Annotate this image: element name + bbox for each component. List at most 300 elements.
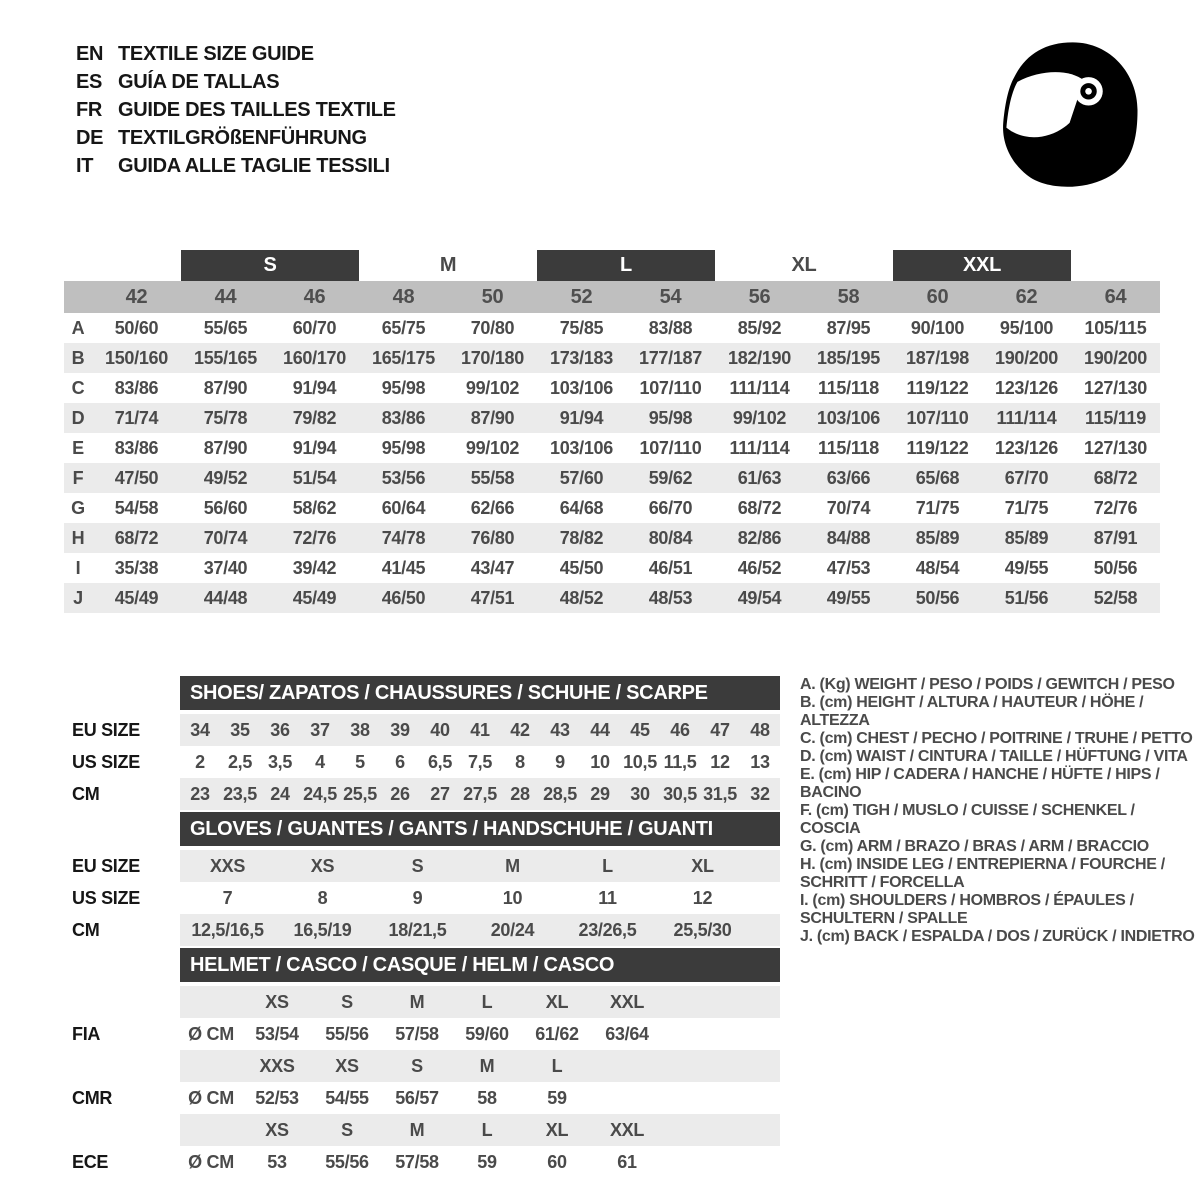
side-label-blank	[72, 986, 180, 1018]
language-label: GUÍA DE TALLAS	[118, 71, 280, 93]
size-value-cell: 48/53	[626, 583, 715, 613]
size-value-cell: 57/60	[537, 463, 626, 493]
size-label-cell: XXL	[609, 991, 645, 1012]
size-value-cell: 4	[315, 751, 325, 772]
size-table-row	[64, 313, 1160, 343]
size-label-cell: XS	[335, 1055, 359, 1076]
row-letter: E	[72, 437, 84, 458]
section-row	[72, 1082, 780, 1114]
legend-line: G. (cm) ARM / BRAZO / BRAS / ARM / BRACCIO	[800, 838, 1149, 855]
section-row	[72, 914, 780, 946]
size-value-cell: M	[505, 855, 520, 876]
size-value-cell: L	[602, 855, 613, 876]
size-value-cell: 36	[270, 719, 290, 740]
size-label-cell: XL	[545, 1119, 569, 1140]
size-value-cell: 182/190	[715, 343, 804, 373]
category-s: S	[181, 250, 359, 281]
legend-line: F. (cm) TIGH / MUSLO / CUISSE / SCHENKEL / COSCIA	[800, 802, 1135, 837]
size-value-cell: 99/102	[715, 403, 804, 433]
size-value-cell: 119/122	[906, 377, 969, 398]
size-value-cell: 107/110	[639, 377, 702, 398]
legend-line: C. (cm) CHEST / PECHO / POITRINE / TRUHE / PETTO	[800, 730, 1193, 747]
size-value-cell: 60	[547, 1151, 567, 1172]
numeric-size: 42	[92, 281, 181, 313]
legend-item	[800, 730, 1196, 748]
size-value-cell: 68/72	[92, 523, 181, 553]
legend-line: A. (Kg) WEIGHT / PESO / POIDS / GEWITCH / PESO	[800, 676, 1175, 693]
side-label-cmr: CMR	[72, 1088, 113, 1108]
size-value-cell: 107/110	[639, 437, 702, 458]
size-value-cell: 71/74	[92, 403, 181, 433]
legend-line: SCHULTERN / SPALLE	[800, 910, 968, 927]
size-value-cell: 11,5	[663, 751, 697, 772]
size-value-cell: 12	[710, 751, 730, 772]
size-value-cell: 68/72	[737, 497, 782, 518]
size-label-cell: XS	[265, 991, 289, 1012]
size-value-cell: 42	[510, 719, 530, 740]
side-label-us-size: US SIZE	[72, 888, 140, 908]
size-value-cell: 24,5	[303, 783, 337, 804]
shoes-section	[72, 676, 780, 810]
size-value-cell: 61/63	[715, 463, 804, 493]
helmet-cmr-values	[180, 1082, 780, 1114]
band-spacer	[64, 281, 92, 313]
size-value-cell: 23/26,5	[578, 919, 637, 940]
size-value-cell: 13	[750, 751, 770, 772]
numeric-size: 64	[1071, 281, 1160, 313]
language-code: FR	[76, 99, 103, 121]
side-label-cm: CM	[72, 920, 100, 940]
size-label-cell: S	[341, 991, 353, 1012]
size-value-cell: 87/90	[203, 377, 248, 398]
size-value-cell: 49/54	[715, 583, 804, 613]
size-value-cell: 115/118	[818, 377, 879, 398]
size-label-cell: XL	[545, 991, 569, 1012]
size-value-cell: 48/52	[537, 583, 626, 613]
legend-item	[800, 856, 1196, 892]
size-value-cell: 10,5	[623, 751, 657, 772]
numeric-size: 44	[181, 281, 270, 313]
legend-item	[800, 928, 1196, 946]
size-value-cell: 8	[317, 887, 328, 908]
size-table-row	[64, 373, 1160, 403]
size-value-cell: 6	[395, 751, 405, 772]
gloves-title-bar: GLOVES / GUANTES / GANTS / HANDSCHUHE / GUANTI	[180, 812, 780, 846]
size-value-cell: 12,5/16,5	[191, 919, 264, 940]
size-value-cell: 43/47	[470, 557, 515, 578]
size-value-cell: 41	[470, 719, 490, 740]
legend-item	[800, 676, 1196, 694]
section-row	[72, 1050, 780, 1082]
size-value-cell: 59/62	[626, 463, 715, 493]
size-value-cell: 5	[355, 751, 365, 772]
size-value-cell: 54/58	[114, 497, 159, 518]
size-value-cell: 57/58	[395, 1151, 439, 1172]
size-value-cell: 111/114	[982, 403, 1071, 433]
size-table-row	[64, 553, 1160, 583]
legend-item	[800, 748, 1196, 766]
size-value-cell: 9	[555, 751, 565, 772]
shoes-us-values	[180, 746, 780, 778]
size-value-cell: 91/94	[537, 403, 626, 433]
size-value-cell: 23	[190, 783, 210, 804]
category-m: M	[359, 250, 537, 281]
size-value-cell: 103/106	[804, 403, 893, 433]
size-table-row	[64, 583, 1160, 613]
size-value-cell: 123/126	[995, 377, 1058, 398]
size-value-cell: 83/86	[359, 403, 448, 433]
size-value-cell: 39	[390, 719, 410, 740]
size-table-row	[64, 433, 1160, 463]
main-size-table	[64, 250, 1160, 613]
size-value-cell: 62/66	[470, 497, 515, 518]
language-label: GUIDA ALLE TAGLIE TESSILI	[118, 155, 390, 177]
size-value-cell: 25,5/30	[673, 919, 732, 940]
size-value-cell: Ø CM	[188, 1023, 234, 1044]
size-value-cell: 27,5	[463, 783, 497, 804]
size-value-cell: 32	[750, 783, 770, 804]
legend-line: SCHRITT / FORCELLA	[800, 874, 965, 891]
size-value-cell: 87/95	[826, 317, 871, 338]
size-value-cell: 61/62	[535, 1023, 579, 1044]
size-value-cell: 44	[590, 719, 610, 740]
numeric-size: 54	[626, 281, 715, 313]
size-value-cell: 46	[670, 719, 690, 740]
size-value-cell: 45/49	[270, 583, 359, 613]
size-value-cell: 87/90	[203, 437, 248, 458]
size-value-cell: 85/92	[737, 317, 782, 338]
shoes-cm-values	[180, 778, 780, 810]
numeric-size-band	[64, 281, 1160, 313]
language-row	[76, 68, 396, 96]
size-value-cell: 28,5	[543, 783, 577, 804]
category-xl: XL	[715, 250, 893, 281]
legend-line: I. (cm) SHOULDERS / HOMBROS / ÉPAULES /	[800, 892, 1134, 909]
size-label-cell: S	[411, 1055, 423, 1076]
size-table-row	[64, 463, 1160, 493]
size-value-cell: 34	[190, 719, 210, 740]
size-value-cell: 41/45	[381, 557, 426, 578]
size-value-cell: 7,5	[467, 751, 493, 772]
size-value-cell: 38	[350, 719, 370, 740]
size-value-cell: 53/54	[255, 1023, 299, 1044]
size-value-cell: 70/80	[470, 317, 515, 338]
size-value-cell: 82/86	[715, 523, 804, 553]
section-row	[72, 986, 780, 1018]
size-value-cell: 90/100	[910, 317, 965, 338]
size-value-cell: 49/52	[181, 463, 270, 493]
numeric-size: 48	[359, 281, 448, 313]
language-code: ES	[76, 71, 103, 93]
size-value-cell: 99/102	[465, 377, 520, 398]
legend-item	[800, 838, 1196, 856]
size-value-cell: 53/56	[359, 463, 448, 493]
size-value-cell: 107/110	[893, 403, 982, 433]
size-value-cell: 72/76	[270, 523, 359, 553]
side-label-blank	[72, 1114, 180, 1146]
size-category-row	[64, 250, 1160, 281]
size-value-cell: 55/58	[448, 463, 537, 493]
shoes-eu-values	[180, 714, 780, 746]
size-value-cell: 83/86	[114, 437, 159, 458]
size-value-cell: 6,5	[427, 751, 453, 772]
size-value-cell: 45	[630, 719, 650, 740]
size-value-cell: XS	[310, 855, 335, 876]
size-value-cell: 56/57	[395, 1087, 439, 1108]
size-value-cell: 26	[390, 783, 410, 804]
size-value-cell: 119/122	[906, 437, 969, 458]
size-value-cell: 160/170	[270, 343, 359, 373]
size-value-cell: 2,5	[227, 751, 253, 772]
helmet-ece-sizes	[180, 1114, 780, 1146]
size-label-cell: XXS	[259, 1055, 295, 1076]
size-value-cell: 45/50	[559, 557, 604, 578]
helmet-fia-sizes	[180, 986, 780, 1018]
language-code: IT	[76, 155, 94, 177]
size-value-cell: 63/66	[804, 463, 893, 493]
size-value-cell: 173/183	[537, 343, 626, 373]
size-value-cell: 58/62	[292, 497, 337, 518]
section-row	[72, 714, 780, 746]
size-value-cell: 83/88	[648, 317, 693, 338]
size-value-cell: 91/94	[292, 377, 337, 398]
size-value-cell: 16,5/19	[293, 919, 352, 940]
size-value-cell: 60/64	[381, 497, 426, 518]
size-value-cell: 11	[598, 887, 617, 908]
size-value-cell: 25,5	[343, 783, 377, 804]
racing-helmet-icon	[982, 36, 1154, 194]
size-value-cell: 46/52	[737, 557, 782, 578]
language-row	[76, 40, 396, 68]
size-value-cell: 85/89	[893, 523, 982, 553]
size-value-cell: 30	[630, 783, 650, 804]
size-value-cell: 59	[547, 1087, 567, 1108]
size-value-cell: XXS	[209, 855, 246, 876]
size-value-cell: 185/195	[804, 343, 893, 373]
size-value-cell: 71/75	[915, 497, 960, 518]
size-value-cell: 150/160	[92, 343, 181, 373]
side-label-cm: CM	[72, 784, 100, 804]
size-value-cell: 71/75	[1004, 497, 1049, 518]
category-l: L	[537, 250, 715, 281]
size-value-cell: 37	[310, 719, 330, 740]
size-table-row	[64, 403, 1160, 433]
size-value-cell: 47/53	[826, 557, 871, 578]
row-letter: I	[75, 557, 81, 578]
category-spacer	[64, 250, 181, 281]
size-value-cell: 78/82	[537, 523, 626, 553]
size-label-cell: M	[409, 991, 425, 1012]
helmet-fia-values	[180, 1018, 780, 1050]
size-table-row	[64, 343, 1160, 373]
size-value-cell: 190/200	[1071, 343, 1160, 373]
size-value-cell: 66/70	[648, 497, 693, 518]
numeric-size: 58	[804, 281, 893, 313]
numeric-size: 46	[270, 281, 359, 313]
shoes-title-bar: SHOES/ ZAPATOS / CHAUSSURES / SCHUHE / SCARPE	[180, 676, 780, 710]
size-value-cell: 52/53	[255, 1087, 299, 1108]
side-label-fia: FIA	[72, 1024, 101, 1044]
size-value-cell: 57/58	[395, 1023, 439, 1044]
size-value-cell: 190/200	[982, 343, 1071, 373]
helmet-title-bar: HELMET / CASCO / CASQUE / HELM / CASCO	[180, 948, 780, 982]
size-value-cell: 63/64	[605, 1023, 649, 1044]
language-label: TEXTILGRÖßENFÜHRUNG	[118, 127, 367, 149]
row-letter: B	[64, 343, 92, 373]
size-value-cell: 103/106	[550, 437, 613, 458]
size-value-cell: 23,5	[223, 783, 257, 804]
size-value-cell: S	[411, 855, 424, 876]
legend-item	[800, 892, 1196, 928]
gloves-cm-values	[180, 914, 780, 946]
size-value-cell: 47	[710, 719, 730, 740]
size-value-cell: 103/106	[550, 377, 613, 398]
gloves-eu-values	[180, 850, 780, 882]
size-value-cell: 95/98	[381, 437, 426, 458]
size-value-cell: 79/82	[270, 403, 359, 433]
size-value-cell: 61	[617, 1151, 637, 1172]
size-value-cell: 91/94	[292, 437, 337, 458]
size-value-cell: 43	[550, 719, 570, 740]
category-spacer	[1071, 250, 1160, 281]
legend-line: J. (cm) BACK / ESPALDA / DOS / ZURÜCK / INDIETRO	[800, 928, 1195, 945]
size-value-cell: 45/49	[92, 583, 181, 613]
legend-item	[800, 802, 1196, 838]
size-value-cell: 95/98	[626, 403, 715, 433]
size-value-cell: 187/198	[893, 343, 982, 373]
row-letter: F	[64, 463, 92, 493]
size-value-cell: 49/55	[804, 583, 893, 613]
legend-item	[800, 766, 1196, 802]
size-value-cell: 127/130	[1084, 437, 1147, 458]
size-value-cell: 53	[267, 1151, 287, 1172]
size-value-cell: Ø CM	[188, 1151, 234, 1172]
size-value-cell: 10	[502, 887, 523, 908]
size-value-cell: XL	[691, 855, 714, 876]
measurement-legend	[800, 676, 1196, 946]
size-value-cell: 83/86	[114, 377, 159, 398]
side-label-blank	[72, 1050, 180, 1082]
size-value-cell: 51/54	[270, 463, 359, 493]
size-value-cell: 99/102	[465, 437, 520, 458]
helmet-ece-values	[180, 1146, 780, 1178]
size-value-cell: 37/40	[203, 557, 248, 578]
size-value-cell: 18/21,5	[388, 919, 447, 940]
size-value-cell: 7	[222, 887, 233, 908]
size-label-cell: L	[551, 1055, 563, 1076]
size-value-cell: 76/80	[448, 523, 537, 553]
row-letter: C	[71, 377, 85, 398]
size-table-row	[64, 523, 1160, 553]
size-value-cell: 10	[590, 751, 610, 772]
size-value-cell: 3,5	[267, 751, 293, 772]
size-value-cell: 28	[510, 783, 530, 804]
size-value-cell: 75/85	[559, 317, 604, 338]
size-value-cell: 65/75	[381, 317, 426, 338]
size-value-cell: 48/54	[915, 557, 960, 578]
size-value-cell: 70/74	[826, 497, 871, 518]
size-value-cell: 64/68	[559, 497, 604, 518]
size-value-cell: 55/65	[203, 317, 248, 338]
size-label-cell: M	[409, 1119, 425, 1140]
gloves-section	[72, 812, 780, 946]
legend-line: E. (cm) HIP / CADERA / HANCHE / HÜFTE / HIPS / BACINO	[800, 766, 1160, 801]
size-value-cell: 111/114	[729, 377, 790, 398]
size-value-cell: 27	[430, 783, 450, 804]
size-value-cell: 70/74	[181, 523, 270, 553]
size-value-cell: 55/56	[325, 1151, 369, 1172]
size-value-cell: 60/70	[292, 317, 337, 338]
size-value-cell: 39/42	[292, 557, 337, 578]
language-row	[76, 124, 396, 152]
size-label-cell: XS	[265, 1119, 289, 1140]
size-value-cell: 95/100	[999, 317, 1054, 338]
size-value-cell: 9	[412, 887, 423, 908]
language-list	[76, 40, 396, 180]
section-row	[72, 1114, 780, 1146]
numeric-size: 60	[893, 281, 982, 313]
size-value-cell: 95/98	[381, 377, 426, 398]
size-value-cell: 75/78	[181, 403, 270, 433]
size-value-cell: 84/88	[804, 523, 893, 553]
size-value-cell: 47/51	[448, 583, 537, 613]
size-value-cell: 49/55	[1004, 557, 1049, 578]
size-value-cell: 59	[477, 1151, 497, 1172]
numeric-size: 56	[715, 281, 804, 313]
legend-line: D. (cm) WAIST / CINTURA / TAILLE / HÜFTUNG / VITA	[800, 748, 1188, 765]
size-value-cell: 68/72	[1071, 463, 1160, 493]
legend-item	[800, 694, 1196, 730]
size-value-cell: 55/56	[325, 1023, 369, 1044]
gloves-us-values	[180, 882, 780, 914]
size-value-cell: 80/84	[626, 523, 715, 553]
size-label-cell: L	[481, 991, 493, 1012]
category-xxl: XXL	[893, 250, 1071, 281]
size-value-cell: Ø CM	[188, 1087, 234, 1108]
size-value-cell: 56/60	[203, 497, 248, 518]
legend-line: H. (cm) INSIDE LEG / ENTREPIERNA / FOURCHE /	[800, 856, 1165, 873]
size-value-cell: 115/119	[1071, 403, 1160, 433]
size-value-cell: 67/70	[982, 463, 1071, 493]
size-value-cell: 72/76	[1093, 497, 1138, 518]
numeric-size: 62	[982, 281, 1071, 313]
size-value-cell: 50/56	[893, 583, 982, 613]
size-value-cell: 35	[230, 719, 250, 740]
size-value-cell: 46/50	[359, 583, 448, 613]
size-value-cell: 87/91	[1071, 523, 1160, 553]
size-value-cell: 46/51	[648, 557, 693, 578]
size-value-cell: 54/55	[325, 1087, 369, 1108]
helmet-cmr-sizes	[180, 1050, 780, 1082]
side-label-us-size: US SIZE	[72, 752, 140, 772]
size-value-cell: 30,5	[663, 783, 697, 804]
section-row	[72, 850, 780, 882]
size-value-cell: 52/58	[1071, 583, 1160, 613]
language-row	[76, 152, 396, 180]
language-code: EN	[76, 43, 104, 65]
size-value-cell: 48	[750, 719, 770, 740]
side-label-eu-size: EU SIZE	[72, 720, 140, 740]
size-value-cell: 58	[477, 1087, 497, 1108]
language-row	[76, 96, 396, 124]
size-value-cell: 44/48	[181, 583, 270, 613]
size-value-cell: 170/180	[448, 343, 537, 373]
row-letter: A	[71, 317, 85, 338]
section-row	[72, 1146, 780, 1178]
size-label-cell: XXL	[609, 1119, 645, 1140]
section-row	[72, 778, 780, 810]
row-letter: G	[71, 497, 85, 518]
